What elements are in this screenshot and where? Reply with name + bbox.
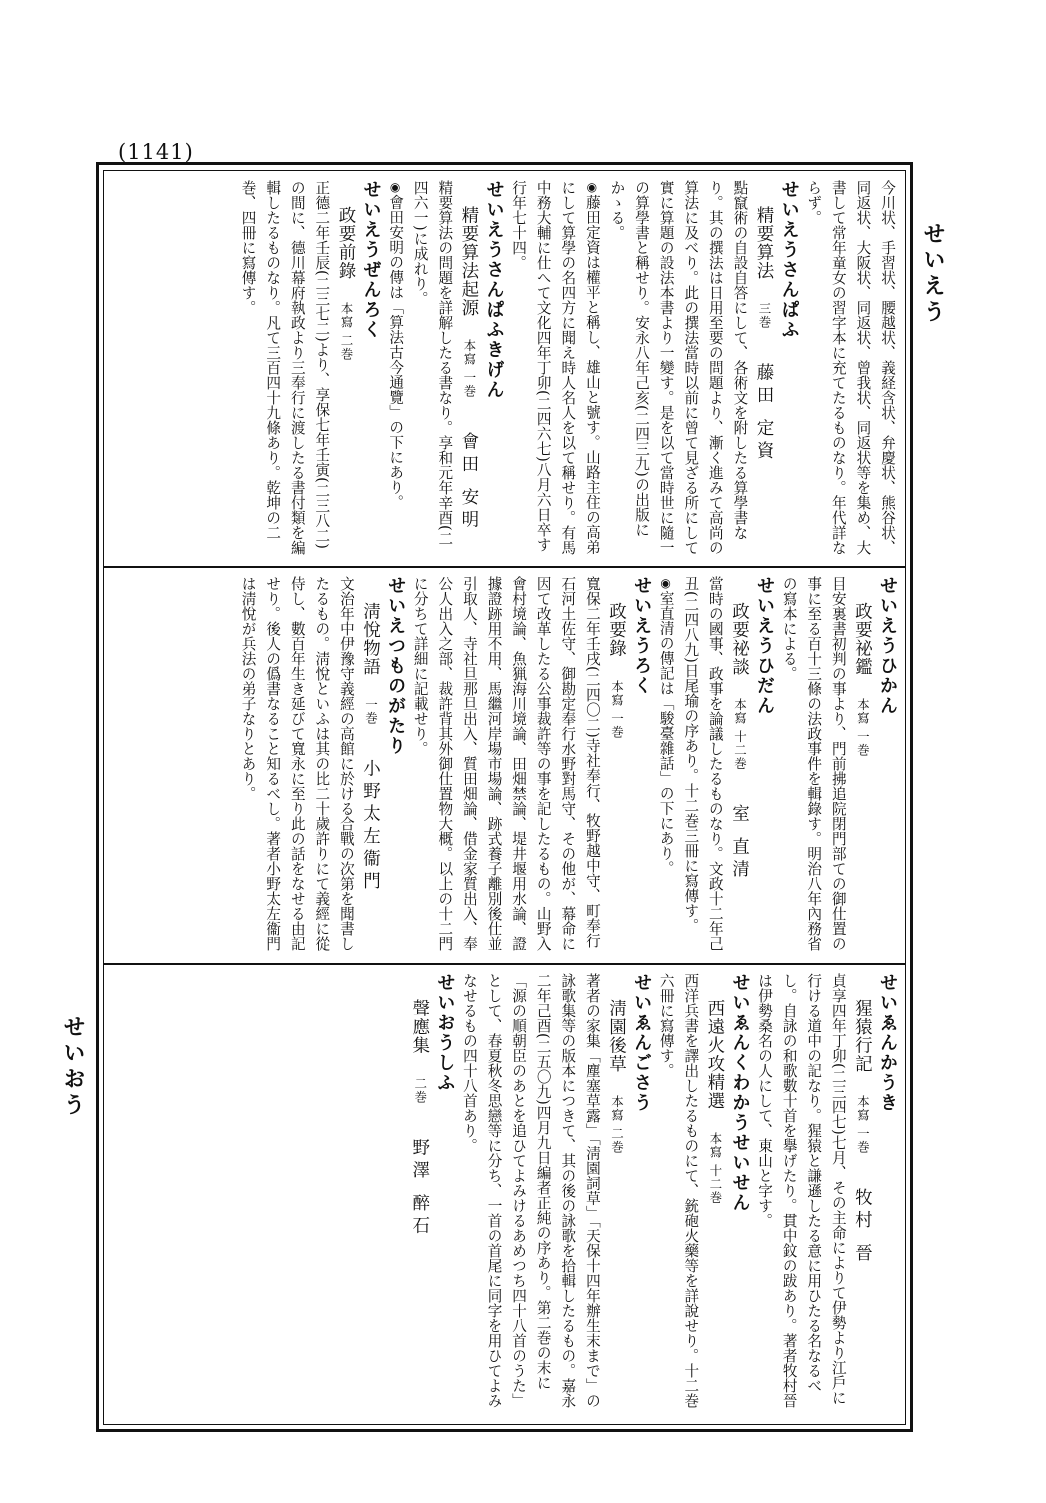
entry-headword: せいえつものがたり [385, 576, 407, 756]
entry-description: 精要算法の問題を詳解したる書なり。享和元年辛酉(二四六一)に成れり。 [411, 180, 454, 547]
biography-note: ◉ 室直清の傳記は「駿臺雜話」の下にあり。 [653, 576, 678, 956]
entry-description: 著者の家集「塵塞草露」「淸園詞草」「天保十四年辦生末まで」の詠歌集等の版本につきて、其の後の詠歌を拾輯したるもの。嘉永二年己酉(二五〇九)四月九日編者正純の序あり。第二巻の末に「源の順朝臣のあとを追ひてよみけるあめつち四十八首のうた」として、春夏秋冬思戀等に分ち、一首の首尾に同字を用ひてよみなせるもの四十八首あり。 [460, 973, 601, 1409]
work-title: 政要錄 [606, 602, 627, 658]
work-title: 精要算法起源 [458, 206, 479, 317]
work-title: 淸悅物語 [360, 602, 381, 676]
side-index-tag-right: せいえう [920, 222, 946, 326]
tier-divider-2 [103, 963, 906, 965]
entry-description: 寬保二年壬戌(二四〇二)寺社奉行、牧野越中守、町奉行石河土佐守、御勘定奉行水野對馬守、その他が、幕命に因て改革したる公事裁許等の事を記したるもの。山野入會村境論、魚猟海川境論、田畑禁論、堤井堰用水論、證據證跡用不用、馬繼河岸場市場論、跡式養子離別後仕並引取人、寺社旦那旦出入、質田畑論、借金家質出入、奉公人出入之部、裁許背其外御仕置物大概。以上の十二門に分ちて詳細に記載せり。 [411, 576, 601, 951]
volume-count: 本寫 一巻 [609, 679, 625, 739]
entry-description: 貞享四年丁卯(二三四七)七月、その主命によりて伊勢より江戶に行ける道中の記なり。猩猿と謙遜したる意に用ひたる名なるべし。自詠の和歌數十首を擧げたり。貫中鈫の跋あり。著者牧村晉は伊勢桑名の人にして、東山と字す。 [756, 973, 847, 1408]
entry-description: 點竄術の自設自答にして、各術文を附したる算學書なり。其の撰法は日用至要の問題より、漸く進みて高尚の算法に及べり。此の撰法當時以前に曾て見ざる所にして實に算題の設法本書より一變す。是を以て當時世に隨一の算學書と稱せり。安永八年己亥(二四三九)の出版にかゝる。 [608, 180, 749, 555]
work-title-line [358, 576, 383, 956]
entry-headword: せいゑんくわかうせいせん [729, 973, 751, 1213]
middle-tier [112, 576, 899, 956]
work-title: 猩猿行記 [852, 999, 873, 1073]
entry-headword: せいえうひかん [877, 576, 898, 716]
author-name: 小野太左衞門 [360, 759, 381, 894]
entry-headword: せいゑんかうき [877, 973, 898, 1113]
work-title-line [407, 973, 432, 1416]
work-title-line [850, 973, 875, 1416]
entry-description: 正德二年壬辰(二三七二)より、享保七年壬寅(二三八二)の間に、德川幕府執政より三奉行に渡したる書付類を編輯したるものなり。凡て三百四十九條あり。乾坤の二巻、四冊に寫傳す。 [239, 180, 331, 555]
tier-divider-1 [103, 566, 906, 568]
author-name: 藤田 定資 [754, 363, 775, 464]
volume-count: 本寫 一巻 [461, 339, 477, 398]
work-title-line [604, 576, 629, 956]
upper-tier [112, 180, 899, 558]
entry-headword: せいおうしふ [434, 973, 456, 1093]
volume-count: 二巻 [412, 1076, 428, 1104]
work-title: 聲應集 [409, 999, 430, 1055]
work-title: 政要前錄 [335, 206, 356, 280]
entry-headword: せいえうぜんろく [360, 180, 382, 340]
entry-description: 文治年中伊豫守義經の高館に於ける合戰の次第を聞書したるもの。淸悅といふは其の比二十歲許りにて義經に從侍し、數百年生き延びて寬永に至り此の話をなせる由記せり。後人の僞書なること知るべし。著者小野太左衞門は淸悅が兵法の弟子なりとあり。 [239, 576, 355, 951]
entry-description: 西洋兵書を譯出したるものにて、銃砲火藥等を詳說せり。十二巻六冊に寫傳す。 [657, 973, 700, 1408]
volume-count: 本寫 十二巻 [707, 1132, 723, 1205]
author-name: 牧村 晉 [852, 1187, 873, 1267]
work-title: 政要祕鑑 [852, 602, 873, 676]
work-title-line [456, 180, 481, 558]
page-number: (1141) [118, 140, 194, 164]
entry-description: 今川状、手習状、腰越状、義経含状、弁慶状、熊谷状、同返状、大阪状、同返状、曾我状、同返状等を集め、大書して常年童女の習字本に充てたるものなり。年代詳ならず。 [805, 180, 896, 555]
side-index-tag-left: せいおう [60, 1015, 86, 1119]
entry-headword: せいえうひだん [754, 576, 776, 716]
volume-count: 本寫 二巻 [609, 1095, 625, 1154]
volume-count: 三巻 [757, 302, 773, 329]
work-title-line [751, 180, 776, 558]
work-title-line [850, 576, 875, 956]
volume-count: 本寫 十二巻 [732, 698, 748, 771]
entry-headword: せいえうろく [631, 576, 653, 696]
work-title-line [604, 973, 629, 1416]
author-name: 室 直清 [729, 804, 750, 883]
work-title: 政要祕談 [729, 602, 750, 676]
work-title: 西遠火攻精選 [704, 999, 725, 1110]
volume-count: 本寫 一巻 [855, 698, 871, 757]
author-name: 野澤 醉石 [409, 1137, 430, 1239]
biography-note: ◉ 藤田定資は權平と稱し、雄山と號す。山路主住の高弟にして算學の名四方に聞え時人名人を以て稱せり。有馬中務大輔に仕へて文化四年丁卯(二四六七)八月六日卒す行年七十四。 [506, 180, 604, 558]
lower-tier [112, 973, 899, 1416]
entry-headword: せいえうさんぱふ [778, 180, 800, 340]
volume-count: 本寫 二巻 [338, 302, 354, 361]
volume-count: 一巻 [363, 698, 379, 725]
volume-count: 本寫 一巻 [855, 1095, 871, 1154]
work-title: 淸園後草 [606, 999, 627, 1073]
entry-headword: せいゑんごさう [631, 973, 653, 1113]
author-name: 會田 安明 [458, 431, 479, 533]
entry-description: 當時の國事、政事を論議したるものなり。文政十二年己丑(二四八九)日尾瑜の序あり。十二巻三冊に寫傳す。 [682, 576, 724, 951]
work-title: 精要算法 [754, 206, 775, 280]
work-title-line [333, 180, 358, 558]
work-title-line [727, 576, 752, 956]
entry-headword: せいえうさんぱふきげん [483, 180, 505, 400]
entry-description: 目安裏書初判の事より、門前拂追院閉門部ての御仕置の事に至る百十三條の法政事件を輯錄す。明治八年內務省の寫本による。 [780, 576, 847, 951]
work-title-line [702, 973, 727, 1416]
biography-note: ◉ 會田安明の傳は「算法古今通覽」の下にあり。 [383, 180, 408, 558]
